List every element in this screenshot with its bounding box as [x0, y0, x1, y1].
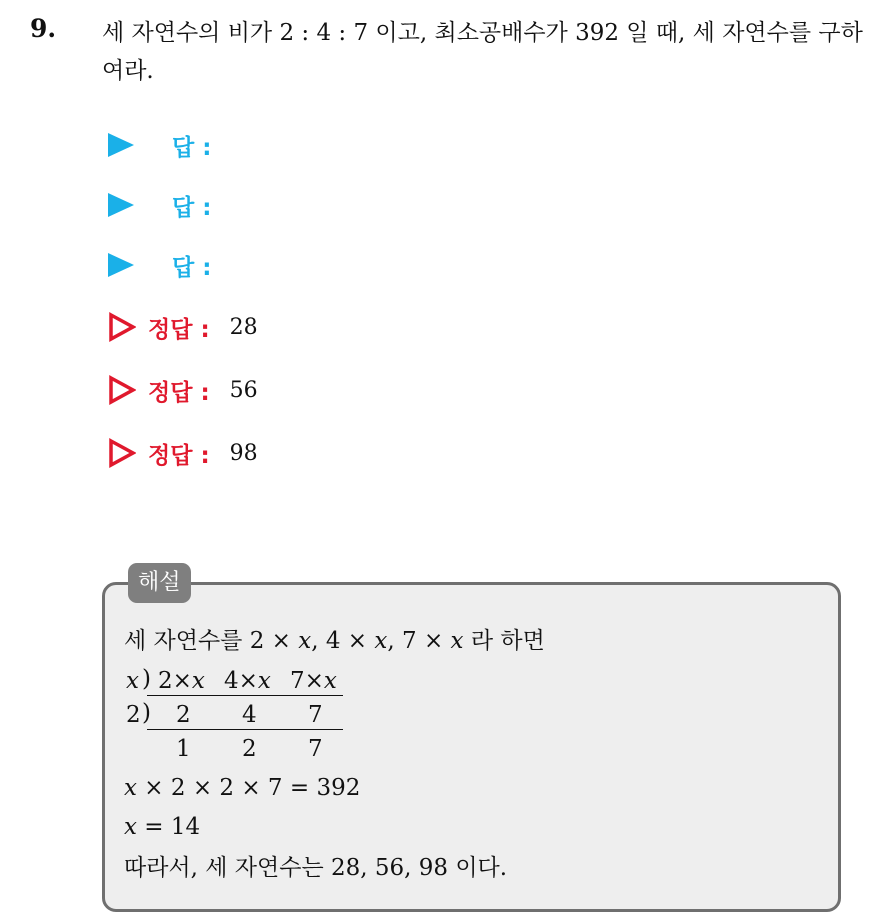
question-number: 9.	[30, 14, 57, 43]
question-text: 세 자연수의 비가 2 : 4 : 7 이고, 최소공배수가 392 일 때, 세 자연수를 구하여라.	[102, 20, 863, 84]
div-cell-num: 7×	[290, 668, 324, 694]
equation-text: = 14	[136, 814, 201, 840]
outline-arrow-icon	[108, 375, 136, 405]
division-line	[147, 729, 343, 730]
math-var: x	[257, 668, 271, 694]
div-cell: 7	[308, 736, 323, 762]
div-cell: 4	[242, 702, 257, 728]
intro-text: , 4 ×	[311, 628, 368, 654]
correct-answer-label: 정답 :	[148, 316, 210, 343]
math-var: x	[450, 628, 464, 654]
div-cell	[290, 668, 337, 694]
div-cell-num: 2×	[158, 668, 192, 694]
answer-blank-row[interactable]	[108, 128, 211, 162]
div-cell-num: 4×	[224, 668, 258, 694]
math-var: x	[191, 668, 205, 694]
intro-text: 라 하면	[463, 628, 545, 654]
div-cell: 7	[308, 702, 323, 728]
answer-label: 답 :	[172, 254, 212, 281]
divisor: 2	[126, 702, 141, 728]
correct-answer-value: 28	[229, 314, 258, 340]
solution-tag: 해설	[128, 563, 191, 603]
correct-answer-row	[108, 310, 258, 344]
answer-label: 답 :	[172, 194, 212, 221]
div-cell: 2	[176, 702, 191, 728]
math-var: x	[323, 668, 337, 694]
equation-text: × 2 × 2 × 7 = 392	[136, 775, 361, 801]
correct-answer-value: 56	[229, 377, 258, 403]
correct-answer-label: 정답 :	[148, 442, 210, 469]
outline-arrow-icon	[108, 312, 136, 342]
solution-conclusion: 따라서, 세 자연수는 28, 56, 98 이다.	[124, 855, 508, 881]
bracket: )	[142, 666, 151, 692]
answer-label: 답 :	[172, 134, 212, 161]
equation-2	[124, 814, 200, 840]
div-cell	[224, 668, 271, 694]
play-arrow-icon	[108, 133, 134, 157]
correct-answer-row	[108, 373, 258, 407]
equation-1	[124, 775, 360, 801]
solution-intro	[124, 622, 545, 655]
correct-answer-label: 정답 :	[148, 379, 210, 406]
correct-answer-row	[108, 436, 258, 470]
div-cell: 2	[242, 736, 257, 762]
play-arrow-icon	[108, 193, 134, 217]
outline-arrow-icon	[108, 438, 136, 468]
math-var: x	[124, 814, 137, 840]
play-arrow-icon	[108, 253, 134, 277]
answer-blank-row[interactable]	[108, 248, 211, 282]
intro-text: , 7 ×	[387, 628, 444, 654]
div-cell	[158, 668, 205, 694]
div-cell: 1	[176, 736, 191, 762]
math-var: x	[124, 775, 137, 801]
division-line	[147, 695, 343, 696]
math-var: x	[374, 628, 388, 654]
math-var: x	[298, 628, 312, 654]
answer-blank-row[interactable]	[108, 188, 211, 222]
correct-answer-value: 98	[229, 440, 258, 466]
bracket: )	[142, 700, 151, 726]
intro-text: 세 자연수를 2 ×	[124, 628, 291, 654]
divisor: x	[126, 668, 139, 694]
